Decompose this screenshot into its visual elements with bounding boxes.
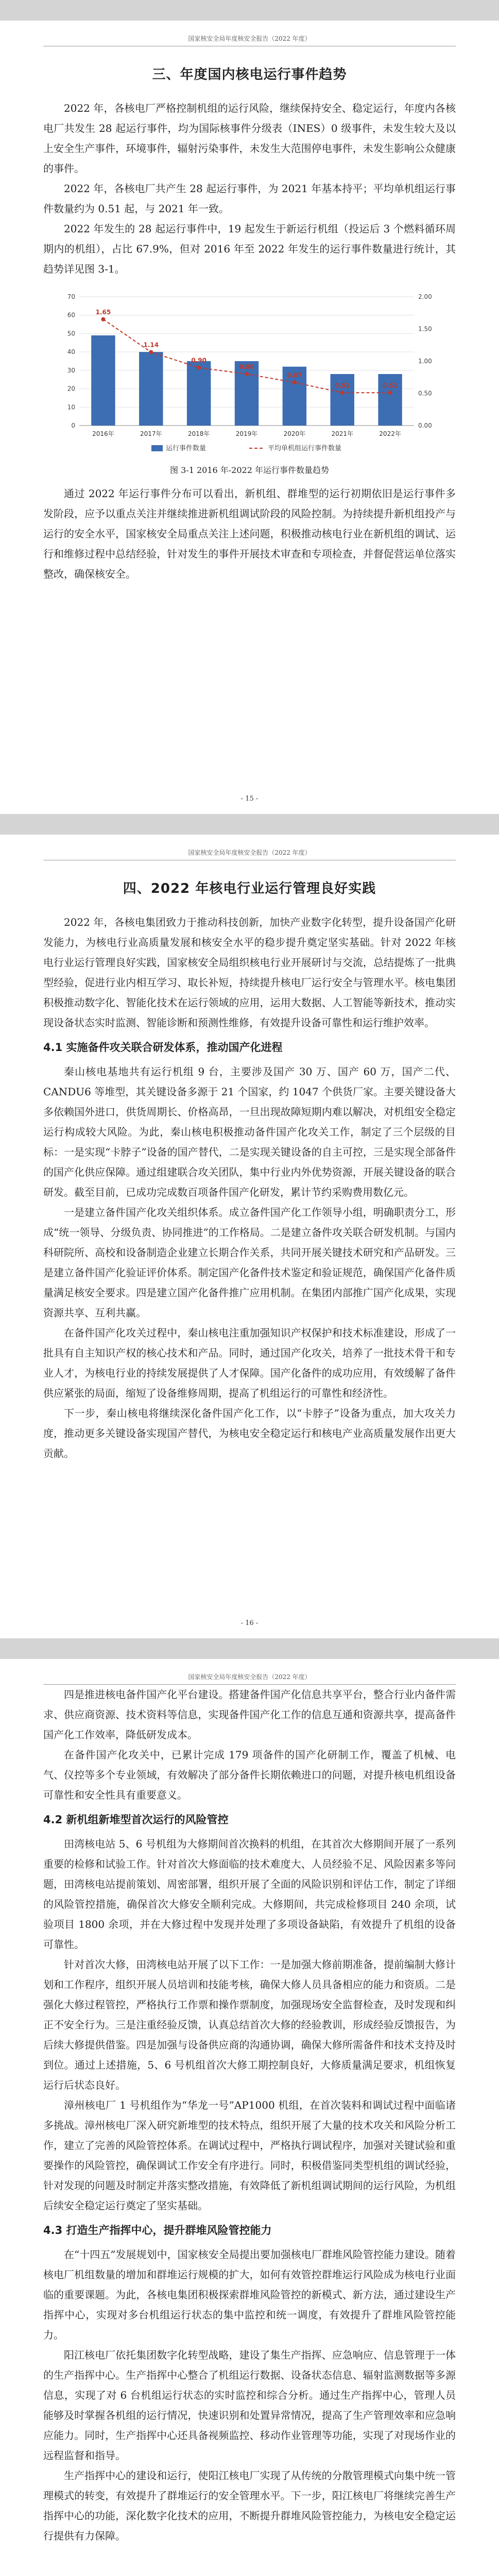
running-header: 国家核安全局年度核安全报告（2022 年度）: [43, 1659, 456, 1685]
paragraph: 通过 2022 年运行事件分布可以看出，新机组、群堆型的运行初期依旧是运行事件多发阶段，应予以重点关注并继续推进新机组调试阶段的风险控制。为持续提升新机组投产与运行的安全水平，国家核安全局重点关注上述问题，积极推动核电行业在新机组的调试、运行和维修过程中总结经验，针对发生的事件开展技术审查和专项检查，并督促营运单位落实整改，确保核安全。: [43, 487, 456, 580]
data-label: 1.65: [95, 308, 111, 316]
paragraph: 在备件国产化攻关过程中，秦山核电注重加强知识产权保护和技术标准建设，形成了一批具有自主知识产权的核心技术和产品。同时，通过国产化攻关，培养了一批技术骨干和专业人才，为核电行业的持续发展提供了人才保障。国产化备件的成功应用，有效缓解了备件供应紧张的局面，缩短了设备维修周期，提高了机组运行的可靠性和经济性。: [43, 1327, 456, 1399]
report-page: [0, 1659, 499, 2576]
chart-container: [43, 286, 456, 462]
data-label: 0.80: [239, 363, 254, 370]
line-point: [101, 317, 105, 321]
paragraph: 秦山核电基地共有运行机组 9 台，主要涉及国产 30 万、国产 60 万，国产二代、CANDU6 等堆型，其关键设备多源于 21 个国家，约 1047 个供货厂家。主要关键设备大多依赖国外进口，供货周期长、价格高昂，一旦出现故障短期内难以解决，对机组安全稳定运行构成较大风险。为此，秦山核电积极推动备件国产化攻关工作，制定了三个层级的目标：一是实现“卡脖子”设备的国产替代，二是实现关键设备的自主可控，三是实现全部备件的国产化供应保障。通过组建联合攻关团队，集中行业内外优势资源，开展关键设备的联合研发。截至目前，已成功完成数百项备件国产化研发，累计节约采购费用数亿元。: [43, 1065, 456, 1198]
y-tick-label: 40: [67, 348, 75, 356]
y-tick-label: 60: [67, 311, 75, 319]
page-number: - 15 -: [240, 795, 259, 803]
section-heading: 四、2022 年核电行业运行管理良好实践: [123, 881, 376, 896]
bar: [187, 361, 211, 426]
section-heading: 三、年度国内核电运行事件趋势: [152, 67, 347, 82]
paragraph: 在备件国产化攻关中，已累计完成 179 项备件的国产化研制工作，覆盖了机械、电气、仪控等多个专业领域，有效解决了部分备件长期依赖进口的问题，对提升核电机组设备可靠性和安全性具有重要意义。: [43, 1749, 456, 1801]
y-tick-label: 30: [67, 366, 75, 374]
paragraph: 一是建立备件国产化攻关组织体系。成立备件国产化工作领导小组，明确职责分工，形成“统一领导、分级负责、协同推进”的工作格局。二是建立备件攻关联合研发机制。与国内科研院所、高校和设备制造企业建立长期合作关系，共同开展关键技术研究和产品研发。三是建立备件国产化验证评价体系。制定国产化备件技术鉴定和验证规范，确保国产化备件质量满足核安全要求。四是建立国产化备件推广应用机制。在集团内部推广国产化成果，实现资源共享、互利共赢。: [43, 1206, 456, 1319]
line-point: [149, 350, 153, 354]
y2-tick-label: 1.00: [418, 358, 432, 365]
report-page: [0, 835, 499, 1638]
y-tick-label: 0: [71, 422, 75, 429]
y-tick-label: 10: [67, 403, 75, 411]
x-tick-label: 2019年: [235, 430, 258, 437]
y2-tick-label: 2.00: [418, 293, 432, 300]
x-tick-label: 2017年: [140, 430, 162, 437]
line-point: [197, 366, 201, 370]
paragraph: 阳江核电厂依托集团数字化转型战略，建设了集生产指挥、应急响应、信息管理于一体的生产指挥中心。生产指挥中心整合了机组运行数据、设备状态信息、辐射监测数据等多源信息，实现了对 6 台机组运行状态的实时监控和综合分析。通过生产指挥中心，管理人员能够及时掌握各机组的运行情况，快速识别和处置异常情况，提高了生产管理效率和应急响应能力。同时，生产指挥中心还具备视频监控、移动作业管理等功能，实现了对现场作业的远程监督和指导。: [43, 2349, 456, 2462]
paragraph: 2022 年，各核电厂严格控制机组的运行风险，继续保持安全、稳定运行，年度内各核电厂共发生 28 起运行事件，均为国际核事件分级表（INES）0 级事件，未发生较大及以上安全生产事件，环境事件，辐射污染事件，未发生大范围停电事件，未发生影响公众健康的事件。: [43, 102, 456, 175]
line-point: [340, 391, 345, 395]
subsection-heading: 4.1 实施备件攻关联合研发体系，推动国产化进程: [43, 1041, 283, 1054]
x-tick-label: 2021年: [331, 430, 353, 437]
running-header: 国家核安全局年度核安全报告（2022 年度）: [43, 21, 456, 46]
paragraph: 下一步，秦山核电将继续深化备件国产化工作，以“卡脖子”设备为重点，加大攻关力度，推动更多关键设备实现国产替代，为核电安全稳定运行和核电产业高质量发展作出更大贡献。: [43, 1407, 456, 1460]
data-label: 0.51: [382, 382, 398, 389]
data-label: 1.14: [143, 341, 159, 349]
y2-tick-label: 0.00: [418, 422, 432, 429]
paragraph: 田湾核电站 5、6 号机组为大修期间首次换料的机组，在其首次大修期间开展了一系列重要的检修和试验工作。针对首次大修面临的技术难度大、人员经验不足、风险因素多等问题，田湾核电站提前策划、周密部署，组织开展了全面的风险识别和评估工作，制定了详细的风险管控措施，确保首次大修安全顺利完成。大修期间，共完成检修项目 240 余项，试验项目 1800 余项，并在大修过程中发现并处理了多项设备缺陷，有效提升了机组的设备可靠性。: [43, 1838, 456, 1951]
legend-swatch-bar: [151, 445, 163, 451]
y2-tick-label: 0.50: [418, 389, 432, 397]
x-tick-label: 2016年: [92, 430, 114, 437]
legend-label: 运行事件数量: [166, 445, 207, 452]
paragraph: 2022 年发生的 28 起运行事件中，19 起发生于新运行机组（投运后 3 个燃料循环周期内的机组），占比 67.9%，但对 2016 年至 2022 年发生的运行事件数量进行统计，其趋势详见图 3-1。: [43, 223, 456, 275]
paragraph: 针对首次大修，田湾核电站开展了以下工作：一是加强大修前期准备，提前编制大修计划和工作程序，组织开展人员培训和技能考核，确保大修人员具备相应的能力和资质。二是强化大修过程管控，严格执行工作票和操作票制度，加强现场安全监督检查，及时发现和纠正不安全行为。三是注重经验反馈，认真总结首次大修的经验教训，形成经验反馈报告，为后续大修提供借鉴。四是加强与设备供应商的沟通协调，确保大修所需备件和技术支持及时到位。通过上述措施，5、6 号机组首次大修工期控制良好，大修质量满足要求，机组恢复运行后状态良好。: [43, 1958, 456, 2091]
y-tick-label: 70: [67, 293, 75, 300]
paragraph: 四是推进核电备件国产化平台建设。搭建备件国产化信息共享平台，整合行业内备件需求、供应商资源、技术资料等信息，实现备件国产化工作的信息互通和资源共享，提高备件国产化工作效率，降低研发成本。: [43, 1688, 456, 1741]
x-tick-label: 2020年: [283, 430, 306, 437]
legend-label: 平均单机组运行事件数量: [268, 445, 342, 452]
bar: [139, 352, 163, 426]
y-tick-label: 20: [67, 385, 75, 393]
paragraph: 2022 年，各核电厂共产生 28 起运行事件，为 2021 年基本持平；平均单机组运行事件数量约为 0.51 起，与 2021 年一致。: [43, 182, 456, 215]
bar: [235, 361, 259, 426]
y-tick-label: 50: [67, 330, 75, 337]
line-point: [292, 380, 297, 384]
running-header: 国家核安全局年度核安全报告（2022 年度）: [43, 835, 456, 860]
events-trend-chart: [43, 286, 455, 462]
x-tick-label: 2022年: [379, 430, 401, 437]
x-tick-label: 2018年: [187, 430, 210, 437]
paragraph: 生产指挥中心的建设和运行，使阳江核电厂实现了从传统的分散管理模式向集中统一管理模式的转变，有效提升了群堆运行的安全管理水平。下一步，阳江核电厂将继续完善生产指挥中心的功能，深化数字化技术的应用，不断提升群堆风险管控能力，为核电安全稳定运行提供有力保障。: [43, 2469, 456, 2542]
y2-tick-label: 1.50: [418, 325, 432, 333]
page-number: - 16 -: [240, 1619, 259, 1627]
figure-caption: 图 3-1 2016 年-2022 年运行事件数量趋势: [170, 465, 329, 475]
data-label: 0.51: [334, 382, 350, 389]
report-page: [0, 21, 499, 814]
data-label: 0.67: [287, 371, 302, 379]
bar: [91, 335, 115, 426]
subsection-heading: 4.2 新机组新堆型首次运行的风险管控: [43, 1814, 229, 1826]
subsection-heading: 4.3 打造生产指挥中心，提升群堆风险管控能力: [43, 2224, 272, 2236]
paragraph: 在“十四五”发展规划中，国家核安全局提出要加强核电厂群堆风险管控能力建设。随着核电厂机组数量的增加和群堆运行规模的扩大，如何有效管控群堆运行风险成为核电行业面临的重要课题。为此，各核电集团积极探索群堆风险管控的新模式、新方法，通过建设生产指挥中心，实现对多台机组运行状态的集中监控和统一调度，有效提升了群堆风险管控能力。: [43, 2248, 456, 2341]
line-point: [245, 372, 249, 376]
paragraph: 2022 年，各核电集团致力于推动科技创新，加快产业数字化转型，提升设备国产化研发能力，为核电行业高质量发展和核安全水平的稳步提升奠定坚实基础。针对 2022 年核电行业运行管理良好实践，国家核安全局组织核电行业开展研讨与交流，总结提炼了一批典型经验，促进行业内相互学习、取长补短，持续提升核电厂运行安全与管理水平。核电集团积极推动数字化、智能化技术在运行领域的应用，运用大数据、人工智能等新技术，推动实现设备状态实时监测、智能诊断和预测性维修，有效提升设备可靠性和运行维护效率。: [43, 916, 456, 1029]
data-label: 0.90: [191, 357, 207, 364]
paragraph: 漳州核电厂 1 号机组作为“华龙一号”AP1000 机组，在首次装料和调试过程中面临诸多挑战。漳州核电厂深入研究新堆型的技术特点，组织开展了大量的技术攻关和风险分析工作，建立了完善的风险管控体系。在调试过程中，严格执行调试程序，加强对关键试验和重要操作的风险管控，确保调试工作安全有序进行。同时，积极借鉴同类型机组的调试经验，针对发现的问题及时制定并落实整改措施，有效降低了新机组调试期间的运行风险，为机组后续安全稳定运行奠定了坚实基础。: [43, 2099, 456, 2212]
line-point: [388, 391, 392, 395]
